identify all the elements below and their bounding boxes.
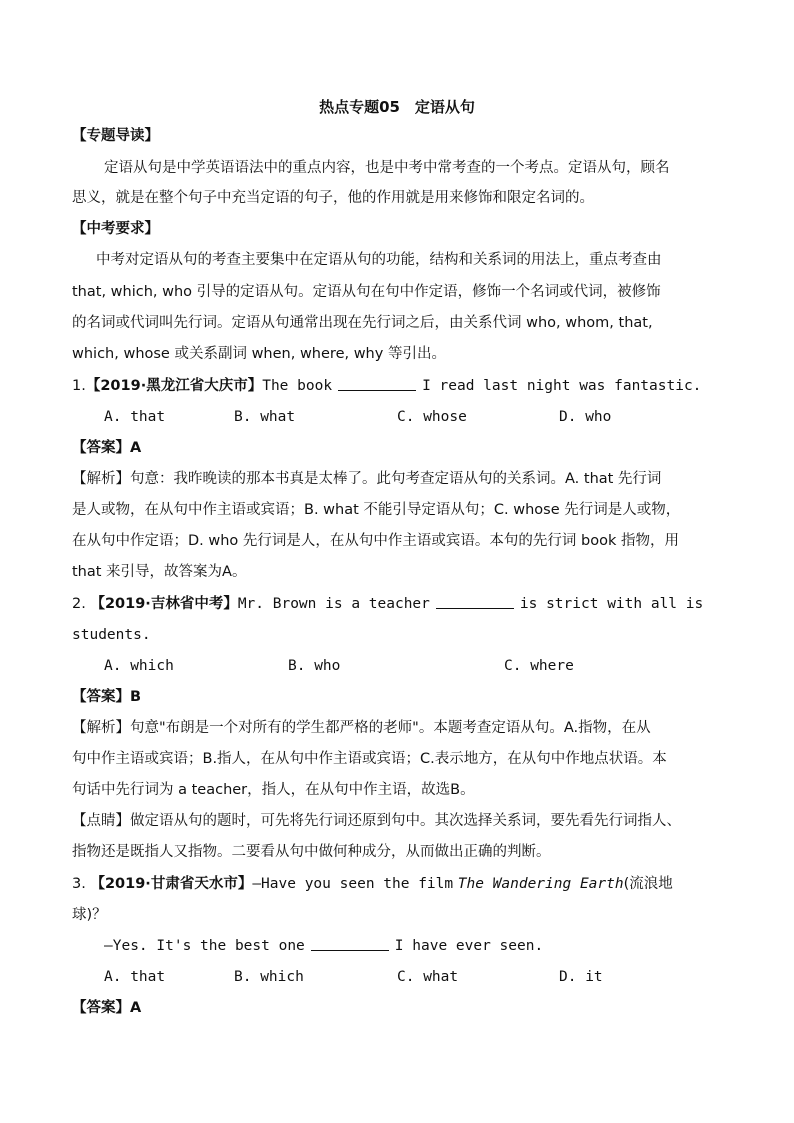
question-2-options <box>104 656 574 676</box>
guide-paragraph-line: 思义，就是在整个句子中充当定语的句子，他的作用就是用来修饰和限定名词的。 <box>72 190 594 206</box>
question-number: 2. <box>72 596 86 612</box>
answer-label: 【答案】A <box>72 440 142 456</box>
question-text: Mr. Brown is a teacher <box>237 596 430 612</box>
question-source: 【2019·甘肃省天水市】 <box>90 876 253 892</box>
question-text: is strict with all is <box>519 596 704 612</box>
question-source: 【2019·黑龙江省大庆市】 <box>85 378 263 394</box>
explanation-line: 句话中先行词为 a teacher，指人，在从句中作主语，故选B。 <box>72 782 475 798</box>
question-number: 3. <box>72 876 86 892</box>
question-text-continued: students. <box>72 627 151 643</box>
question-2 <box>72 594 703 614</box>
option-b: B. who <box>288 658 341 674</box>
option-c: C. what <box>397 969 459 985</box>
question-3-options <box>104 967 603 987</box>
option-b: B. what <box>234 409 296 425</box>
question-reply <box>104 936 543 956</box>
tip-line: 指物还是既指人又指物。二要看从句中做何种成分，从而做出正确的判断。 <box>72 844 551 860</box>
requirements-paragraph-line: 中考对定语从句的考查主要集中在定语从句的功能，结构和关系词的用法上，重点考查由 <box>96 252 662 268</box>
answer-blank <box>311 936 389 951</box>
guide-paragraph-line: 定语从句是中学英语语法中的重点内容，也是中考中常考查的一个考点。定语从句，顾名 <box>104 160 670 176</box>
question-text: I read last night was fantastic. <box>422 378 702 394</box>
question-number: 1. <box>72 378 86 394</box>
requirements-paragraph-line: that, which, who 引导的定语从句。定语从句在句中作定语，修饰一个名词或代词，被修饰 <box>72 284 661 300</box>
question-1 <box>72 376 701 396</box>
explanation-line: 句中作主语或宾语；B.指人，在从句中作主语或宾语；C.表示地方，在从句中作地点状语。本 <box>72 751 667 767</box>
question-3 <box>72 874 673 894</box>
explanation-line: 是人或物，在从句中作主语或宾语；B. what 不能引导定语从句；C. whose 先行词是人或物， <box>72 502 681 518</box>
answer-label: 【答案】B <box>72 689 142 705</box>
option-c: C. whose <box>397 409 467 425</box>
question-text: —Have you seen the film <box>252 876 454 892</box>
option-b: B. which <box>234 969 304 985</box>
question-1-options <box>104 407 611 427</box>
section-heading-requirements: 【中考要求】 <box>72 221 159 237</box>
question-text-continued: 球)？ <box>72 907 107 923</box>
question-source: 【2019·吉林省中考】 <box>90 596 238 612</box>
option-a: A. that <box>104 969 166 985</box>
page-title: 热点专题05 定语从句 <box>319 98 475 116</box>
question-text: (流浪地 <box>623 876 673 892</box>
requirements-paragraph-line: which, whose 或关系副词 when, where, why 等引出。 <box>72 346 446 362</box>
answer-label: 【答案】A <box>72 1000 142 1016</box>
section-heading-guide: 【专题导读】 <box>72 128 159 144</box>
requirements-paragraph-line: 的名词或代词叫先行词。定语从句通常出现在先行词之后，由关系代词 who, whom, that, <box>72 315 653 331</box>
option-a: A. which <box>104 658 174 674</box>
explanation-line: 在从句中作定语；D. who 先行词是人，在从句中作主语或宾语。本句的先行词 book 指物，用 <box>72 533 679 549</box>
option-a: A. that <box>104 409 166 425</box>
option-d: D. it <box>559 969 603 985</box>
answer-blank <box>338 376 416 391</box>
option-c: C. where <box>504 658 574 674</box>
reply-text: —Yes. It's the best one <box>104 938 305 954</box>
explanation-line: 【解析】句意"布朗是一个对所有的学生都严格的老师"。本题考查定语从句。A.指物，在从 <box>72 720 651 736</box>
explanation-line: 【解析】句意：我昨晚读的那本书真是太棒了。此句考查定语从句的关系词。A. that 先行词 <box>72 471 662 487</box>
question-text: The book <box>262 378 333 394</box>
tip-line: 【点睛】做定语从句的题时，可先将先行词还原到句中。其次选择关系词，要先看先行词指人、 <box>72 813 681 829</box>
reply-text: I have ever seen. <box>394 938 544 954</box>
answer-blank <box>436 594 514 609</box>
film-title: The Wandering Earth <box>457 876 624 892</box>
explanation-line: that 来引导，故答案为A。 <box>72 564 247 580</box>
option-d: D. who <box>559 409 612 425</box>
